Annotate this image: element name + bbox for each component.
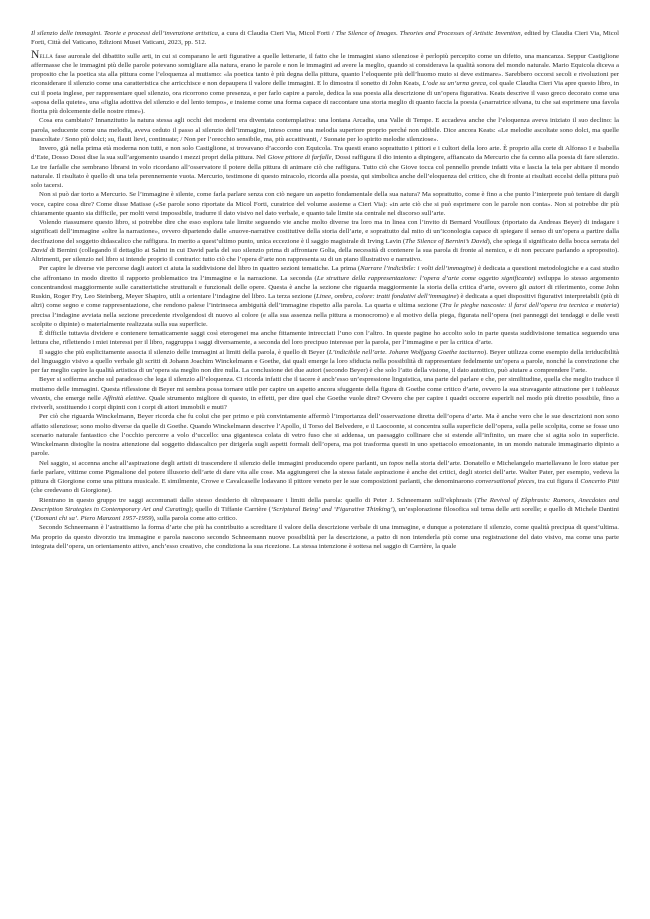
text-run: ) precisa l’indagine avviata nella sezione precedente rivolgendosi di nuovo al colore (e alla sua assenza nella pittura a monocromo) e al motivo della piega, figurata nell’opera (nei panneggi dei tendaggi e delle vesti scolpite o dipinte) o materialmente realizzata sulla sua superficie. xyxy=(31,302,619,328)
paragraph-12 xyxy=(31,496,619,524)
italic-title: Giove pittore di farfalle xyxy=(267,154,332,162)
text-run: Rientrano in questo gruppo tre saggi accomunati dallo stesso desiderio di oltrepassare i limiti della parola: quello di Peter J. Schneemann sull’ekphrasis ( xyxy=(39,496,477,504)
italic-title: ‘Domani chi sa’. Piero Manzoni 1957-1959 xyxy=(33,515,152,523)
text-run: di Bernini (collegando il dettaglio ai Salmi in cui David parla del suo silenzio prima di affrontare Golia, della necessità di contenere la sua parola di fronte al nemico, e di non peccare parlando a sproposito). Altrimenti, per silenzio nel libro si intende proprio il contrario: tutto ciò che l’opera d’arte non rappresenta su di un piano illustrativo e narrativo. xyxy=(31,246,619,264)
paragraph-7: È difficile tuttavia dividere e contenere tematicamente saggi così eterogenei ma anche fittamente intrecciati l’uno con l’altro. In queste pagine ho accolto solo in parte questa suddivisione tematica seguendo una lettura che, riflettendo i miei interessi per il libro, raggruppa i saggi diversamente, a seconda del loro precipuo interesse per la parola, per l’immagine e per la critica d’arte. xyxy=(31,330,619,347)
text-run: Invero, già nella prima età moderna non tutti, e non solo Castiglione, si trovavano d’accordo con Equicola. Tra questi erano soprattutto i pittori e i cultori della loro arte. È proprio alla corte di Alfonso I e Isabella d’Este, Dosso Dossi dise la sua sull’argomento usando i mezzi propri della pittura. Nel xyxy=(31,145,619,162)
book-title-italian: Il silenzio delle immagini. Teorie e processi dell’invenzione artistica xyxy=(31,30,218,37)
book-citation xyxy=(31,29,619,48)
text-run: ); quello di Tiffanie Carrière ( xyxy=(189,505,271,513)
paragraph-8 xyxy=(31,348,619,376)
paragraph-10: Per ciò che riguarda Winckelmann, Beyer ricorda che fu colui che per primo e più convintamente affermò l’importanza dell’osservazione diretta dell’opera d’arte. Ma è anche vero che le sue descrizioni non sono affatto silenziose; sono molto diverse da quelle di Goethe. Quando Winckelmann descrive l’Apollo, il Torso del Belvedere, e il Laocoonte, si concentra sulla superficie dell’opera, sulla pelle scolpita, come se fosse uno scenario naturale fantastico che l’occhio percorre a volo d’uccello: una gigantesca colata di vetro fuso che si addensa, un paesaggio collinare che si estende all’infinito, un mare che si agita solo in superficie. Winckelmann distoglie la nostra attenzione dal soggetto didascalico per dirigerla sugli aspetti formali dell’opera, ma poi trasforma questi in uno spettacolo emozionante, in un mondo naturale immaginario dipinto a parole. xyxy=(31,413,619,458)
paragraph-4: Non si può dar torto a Mercurio. Se l’immagine è silente, come farla parlare senza con ciò negare un aspetto fondamentale della sua natura? Ma soprattutto, come è fino a che punto l’interprete può tentare di dargli voce, capire cosa dire? Come disse Matisse («Se parole sono riportate da Micol Forti, curatrice del volume assieme a Cieri Via): «in arte ciò che si può esprimere con le parole non conta». Non si potrebbe dir più chiaramente quanto sia difficile, per molti versi impossibile, tradurre il dato visivo nel dato verbale, e quanto tale limite sia centrale nel discorso sull’arte. xyxy=(31,191,619,217)
text-run: ) è dedicata a questioni metodologiche e a casi studio che affrontano in modo diretto il rapporto problematico tra l’immagine e la narrazione. La seconda ( xyxy=(31,265,620,282)
paragraph-9 xyxy=(31,375,619,412)
book-title-english: The Silence of Images. Theories and Processes of Artistic Invention xyxy=(335,30,521,37)
drop-cap: N xyxy=(31,48,40,61)
text-run: , che emerge nelle xyxy=(50,394,104,402)
italic-title: Tra le pieghe nascoste: il farsi dell’opera tra tecnica e materia xyxy=(442,302,617,310)
italic-title: Affinità elettive xyxy=(103,394,146,402)
text-run: Beyer si sofferma anche sul paradosso che lega il silenzio all’eloquenza. Ci ricorda infatti che il tacere è anch’esso un’espressione linguistica, una parte del parlare e che, per similitudine, quella che meglio traduce il mutismo delle immagini. Questa riflessione di Beyer mi sembra possa tornare utile per capire un aspetto ancora sfuggente della figura di Goethe come critico d’arte, ovvero la sua stravagante attrazione per i xyxy=(31,376,619,393)
opening-small-caps: ella xyxy=(39,52,54,60)
text-run: Il saggio che più esplicitamente associa il silenzio delle immagini ai limiti della parola, è quello di Beyer ( xyxy=(39,348,329,356)
text-run: fase aurorale del dibattito sulle arti, in cui si comparano le arti figurative a quelle letterarie, il fatto che le immagini siano silenziose è perlopiù percepito come un difetto, una mancanza. Seppur Castiglione affermasse che le immagini più delle parole potevano somigliare alla natura, erano le parole e non le immagini ad avere la meglio, quando si consideravа la qualità sonora del mondo naturale. Mario Equicola diceva a proposito che la poetica sta alla pittura come l’eloquenza al mutismo: «la poetica tanto è più degna della pittura, quanto l’eloquente più dell’huomo muto si deve estimare». Sarebbero occorsi secoli e rivoluzioni per riconsiderare il silenzio come una caratteristica che arricchisce e non depaupera il valore delle immagini. E lo dimostra il sonetto di John Keats, xyxy=(31,52,619,88)
book-publication-details: , edited by Claudia Cieri Via, Micol Forti, Città del Vaticano, Edizioni Musei Vaticani, 2023, pp. 512. xyxy=(31,30,619,47)
italic-title: ‘Scriptural Being’ and ‘Figurative Thinking’ xyxy=(270,505,393,513)
italic-word: autori xyxy=(528,283,546,291)
text-run: di riferimento, come John Ruskin, Roger Fry, Leo Steinberg, Meyer Shapiro, utili a orientare l’indagine del libro. La terza sezione ( xyxy=(31,283,620,301)
text-run: ) sviluppa lo stesso argomento concentrandosi maggiormente sulle caratteristiche strutturali e funzionali delle opere. Questa è anche la sezione che riguarda maggiormente la storia della critica d’arte, ovvero gli xyxy=(31,274,620,291)
paragraph-3 xyxy=(31,144,619,190)
text-run: . Quale strumento migliore di questo, in effetti, per dire quel che Goethe vuole dire? Ovvero che per capire i quadri occorre esperirli nel modo più diretto possibile, fino a riviverli, sostituendo i corpi dipinti con i corpi di attori immobili e muti? xyxy=(31,394,619,412)
text-run: , Dossi raffigura il dio intento a dipingere, affiancato da Mercurio che fa cenno alla poesia di fare silenzio. Le tre farfalle che sembrano librarsi in volo ricordano all’osservatore il potere della pittura di animare ciò che raffigura. Tutto ciò che Giove tocca col pennello prende infatti vita e lascia la tela per abitare il mondo naturale. Il risultato è quello di una tela perennemente vuota. Mercurio, testimone di questo miracolo, ricorda alla poesia, qui simbolica anche dell’eloquenza del critico, che di fronte ai risultati eccelsi della pittura può solo tacersi. xyxy=(31,154,619,190)
italic-title: The Revival of Ekphrasis: Rumors, Anecdotes and Description Strategies in Contemporary Art and Curating xyxy=(31,496,620,513)
paragraph-6 xyxy=(31,264,619,329)
text-run: , tra cui figura il xyxy=(534,478,581,486)
italic-title: Le strutture della rappresentazione: l’opera d’arte come oggetto significante xyxy=(316,274,533,282)
text-run: ) è dedicata a quei dispositivi figurativi interpretabili (più di altri) come segno e come rappresentazione, che rendono palese l’intrinseca ambiguità dell’immagine rispetto alla parola. La quarta e ultima sezione ( xyxy=(31,293,619,310)
text-run: ), che spiega il significato della bocca serrata del xyxy=(487,237,619,245)
paragraph-2: Cosa era cambiato? Innanzitutto la natura stessa agli occhi dei moderni era diventata contemplativa: una lontana Arcadia, una Valle di Tempe. E accadeva anche che l’eloquenza aveva iniziato il suo declino: la parola, seducente come una melodia, aveva ceduto il passo al silenzio dell’immagine, inteso come una melodia superiore proprio perché non udibile. Dice ancora Keats: «Le melodie ascoltate sono dolci, ma quelle inascoltate / Sono più dolci; su, flauti lievi, continuate; / Non per l’orecchio sensibile, ma, più accattivanti, / Suonate per lo spirito melodie silenziose». xyxy=(31,117,619,143)
italic-title: Narrare l’indicibile: i volti dell’immagine xyxy=(360,265,475,273)
italic-title: L’indicibile nell’arte. Johann Wolfgang Goethe taciturno xyxy=(328,348,485,356)
text-run: (che credevano di Giorgione). xyxy=(31,487,112,495)
italic-title: The Silence of Bernini’s David xyxy=(405,237,488,245)
text-run: , col quale Claudia Cieri Via apre questo libro, in cui il poeta inglese, per rappresentare quel silenzio, ora ricorrono come presenza, e per farlo capire a parole, dedica la sua poesia alla descrizione di un’opera figurativa. Keats descrive il vaso greco decorato come una «sposa della quiete», una «figlia adottiva del silenzio e del lento tempo», e insieme come una forma capace di raccontare una storia meglio di quanto faccia la poesia («narratrice silvana, tu che sai esprimere una favola fiorita più dolcemente delle nostre rime»). xyxy=(31,80,620,116)
text-run: Volendo riassumere questo libro, si potrebbe dire che esso esplora tale limite seguendo vie anche molto diverse tra loro ma in linea con l’invito di Bernard Vouilloux (riportato da Andreas Beyer) di indagare i significati dell’immagine «oltre la narrazione», ovvero dipartendo dalle «nuove-narrative costitutive della storia dell’arte, e soprattutto dal mito di un’iconologia capace di spiegare il senso di un’opera a partire dalla decifrazione del soggetto didascalico che raffigura. In merito a quest’ultimo punto, unica eccezione è il saggio magistrale di Irving Lavin ( xyxy=(31,219,619,245)
paragraph-11 xyxy=(31,459,619,496)
text-run: nella storia dell’arte. Donatello e Michelangelo martellavano le loro statue per farle parlare, vittime come Pigmalione del potere illusorio dell’arte di dare vita alle cose. Ma aggiungerei che la stessa fatale aspirazione è anche dei critici, degli storici dell’arte. Walter Pater, per esempio, vedeva la pittura di Giorgione come una pittura musicale. E similmente, Crowe e Cavalcaselle lodavano il pittore veneto per le sue composizioni parlanti, che denominarono xyxy=(31,459,619,486)
paragraph-5 xyxy=(31,218,619,264)
review-body xyxy=(31,48,620,552)
text-run: ), un’esplorazione filosofica sul tema delle arti sorelle; e quello di Michele Dantini ( xyxy=(31,505,620,523)
text-run: Per capire le diverse vie percorse dagli autori ci aiuta la suddivisione del libro in quattro sezioni tematiche. La prima ( xyxy=(39,265,361,273)
text-run: Nel saggio, si accenna anche all’aspirazione degli artisti di trascendere il silenzio delle immagini producendo opere parlanti, un xyxy=(39,459,389,467)
italic-title: Concerto Pitti xyxy=(580,478,620,486)
italic-word: conversational pieces xyxy=(475,478,535,486)
book-editors-italian: , a cura di Claudia Cieri Via, Micol Forti / xyxy=(217,30,336,37)
italic-title: Linee, ombra, colore: tratti fondativi dell’immagine xyxy=(316,293,457,301)
paragraph-1 xyxy=(31,48,620,117)
text-run: ). Beyer utilizza come esempio della irriducibilità del linguaggio visivo a quello verbale gli scritti di Johann Joachim Winckelmann e Goethe, dai quali emerge la loro sfiducia nella possibilità di rappresentare fedelmente un’opera a parole, nonché la convinzione che per far meglio capire la qualità artistica di un’opera sia meglio non dire nulla. La conclusione dei due autori (secondo Beyer) è che solo l’atto della visione, il dato autottico, può aiutare a comprendere l’arte. xyxy=(31,348,619,375)
italic-title: L’ode su un’urna greca xyxy=(422,80,486,88)
italic-word: topos xyxy=(388,459,404,467)
text-run: ), sulla parola come atto critico. xyxy=(151,515,238,523)
paragraph-13: Secondo Schneemann è l’astrattismo la forma d’arte che più ha contribuito a screditare il valore della descrizione verbale di una immagine, e dunque a potenziare il silenzio, come qualità precipua di quest’ultima. Ma proprio da questo divorzio tra immagine e parola nascono secondo Schneemann nuove possibilità per la descrizione, a patto di non intenderla più come una registrazione del dato visivo, ma come una parte integrata dell’opera, un orientamento attivo, anch’esso creativo, che condiziona la sua ricezione. La stessa intenzione è sottesa nel saggio di Carrière, la quale xyxy=(31,524,619,550)
italic-title: tableaux vivants xyxy=(31,385,619,402)
italic-title: David xyxy=(31,246,48,254)
